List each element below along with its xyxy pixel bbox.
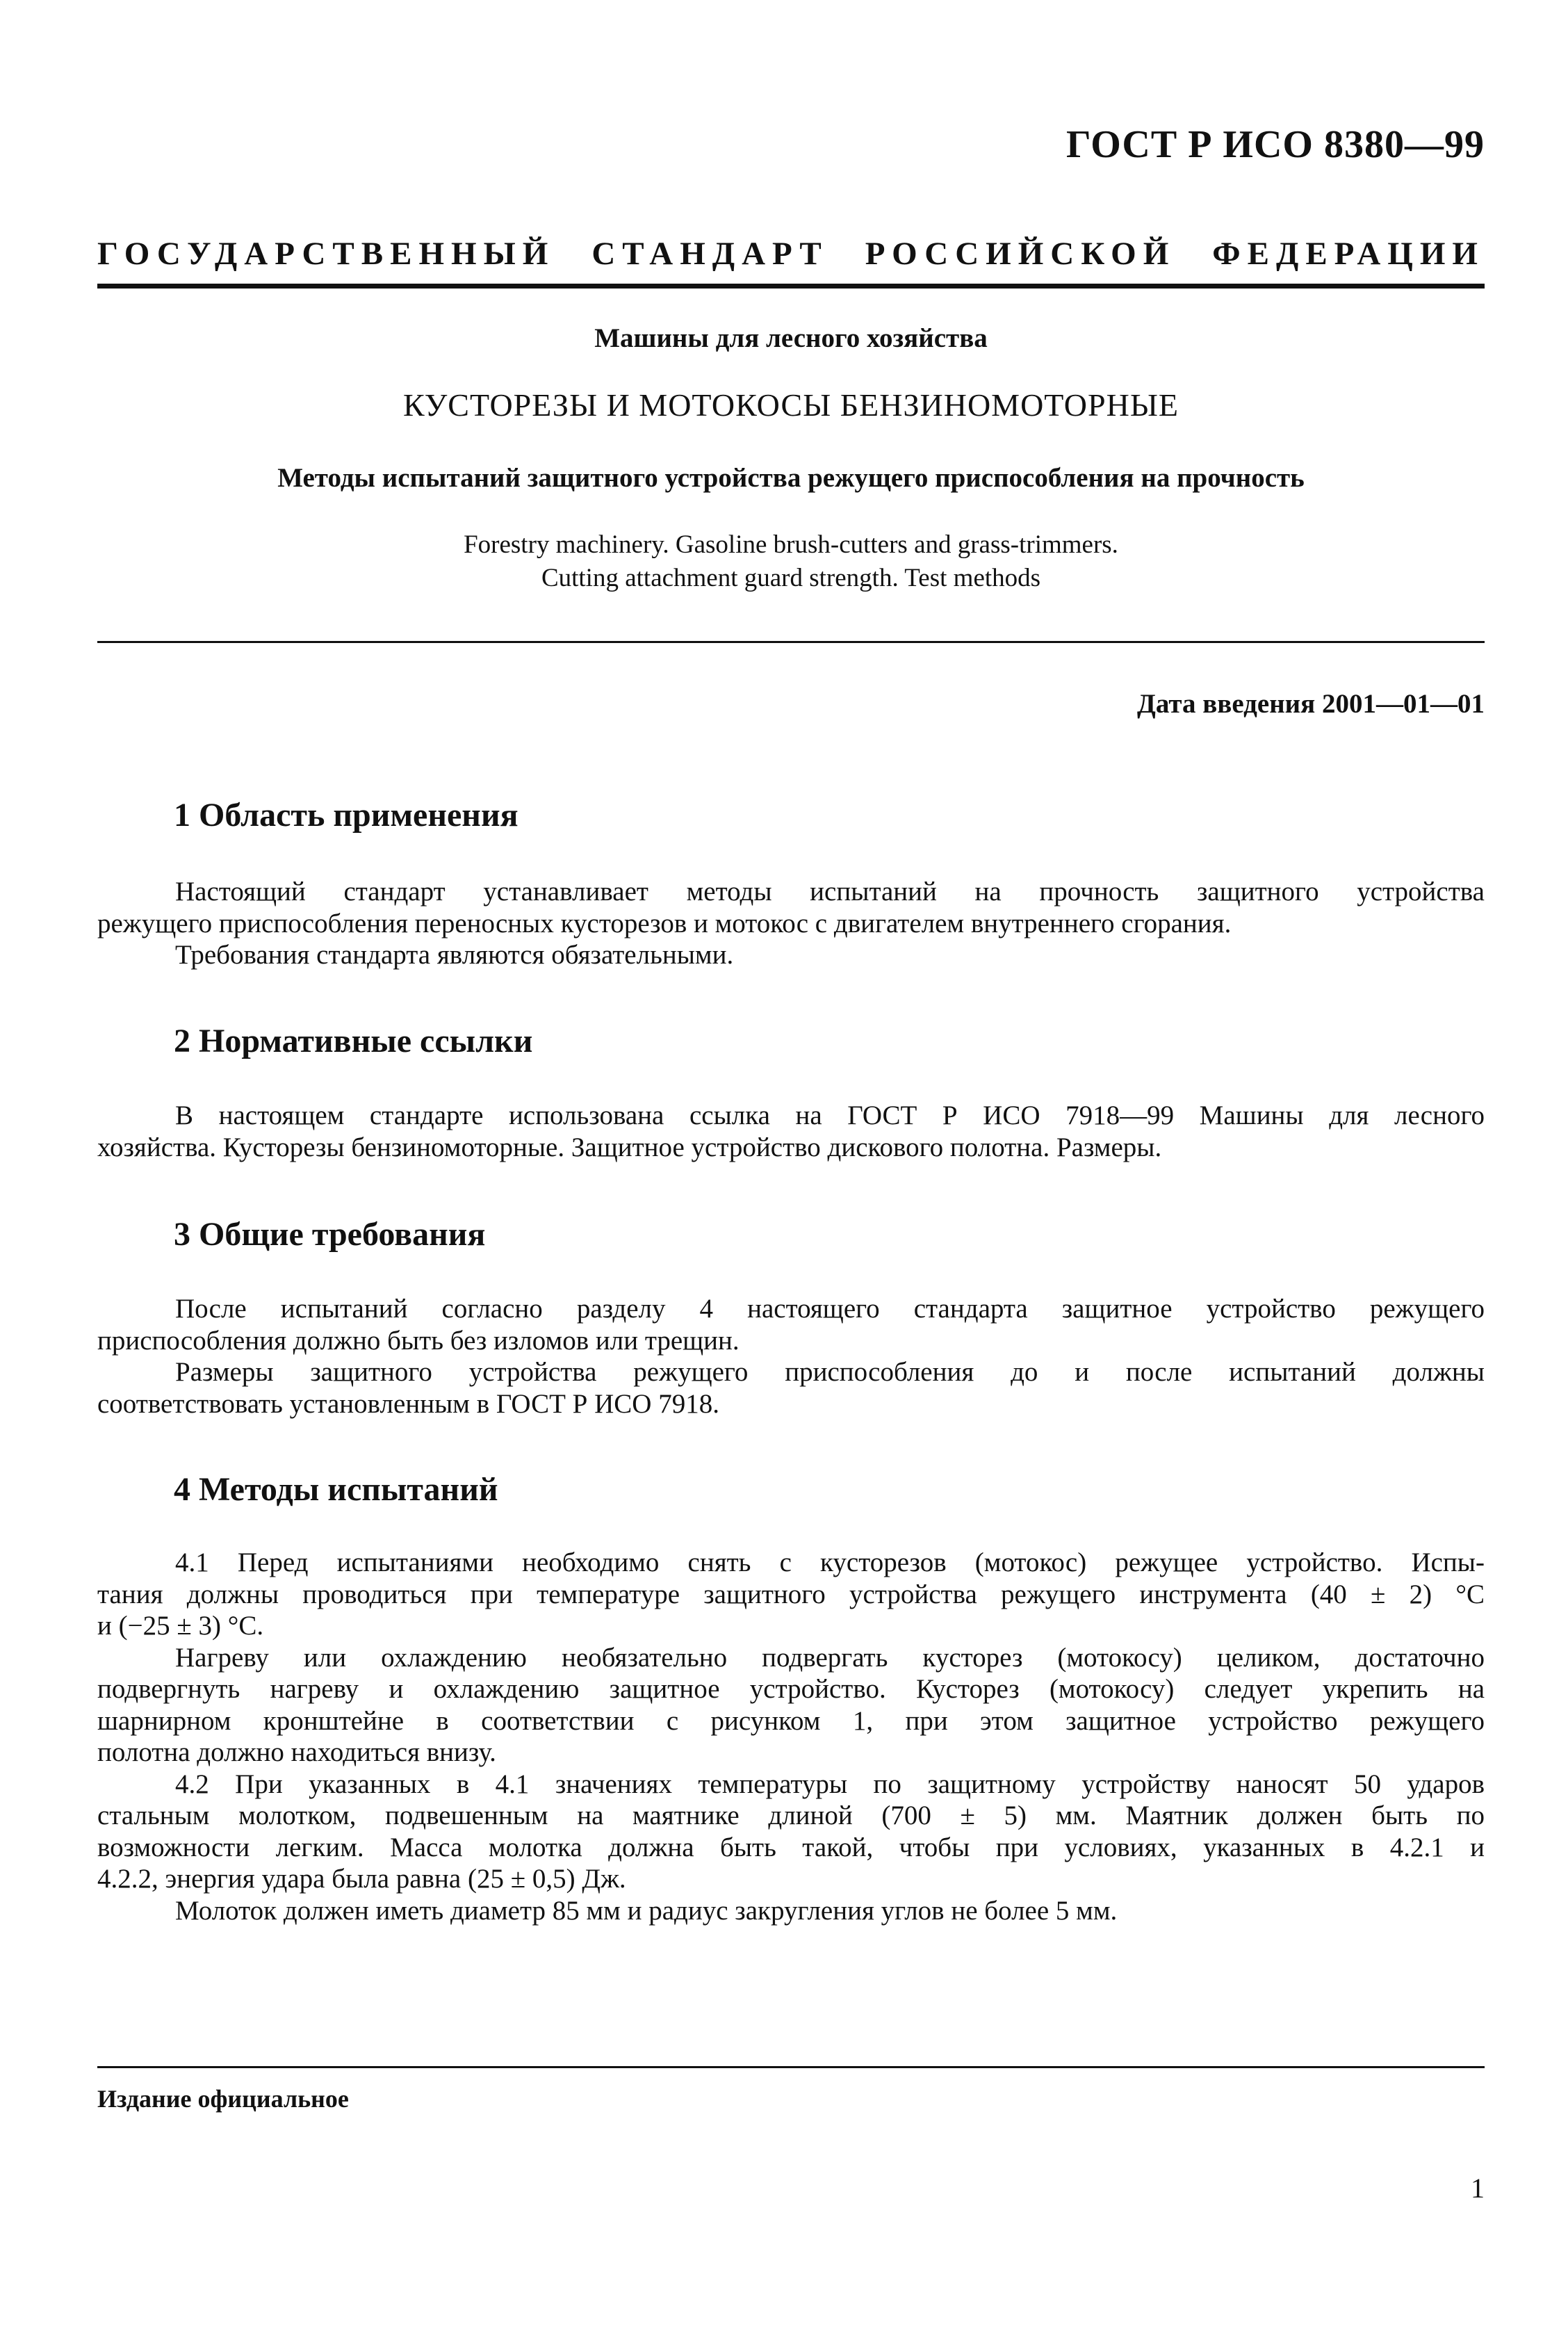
state-standard-title: ГОСУДАРСТВЕННЫЙ СТАНДАРТ РОССИЙСКОЙ ФЕДЕРАЦИИ xyxy=(97,236,1485,272)
header-divider xyxy=(97,284,1485,289)
text-line: полотна должно находиться внизу. xyxy=(97,1737,496,1767)
title-divider xyxy=(97,641,1485,643)
section-body-test-methods xyxy=(97,1547,1485,1926)
edition-label: Издание официальное xyxy=(97,2085,349,2113)
text-line: подвергнуть нагреву и охлаждению защитное устройство. Кусторез (мотокосу) следует укрепить на xyxy=(97,1674,1485,1704)
text-line: тания должны проводиться при температуре защитного устройства режущего инструмента (40 ± 2) °C xyxy=(97,1579,1485,1609)
section-body-requirements xyxy=(97,1293,1485,1420)
text-line: Молоток должен иметь диаметр 85 мм и радиус закругления углов не более 5 мм. xyxy=(175,1895,1118,1926)
text-line: Настоящий стандарт устанавливает методы испытаний на прочность защитного устройства xyxy=(175,877,1485,907)
section-heading-requirements: 3 Общие требования xyxy=(174,1216,486,1253)
text-line: возможности легким. Масса молотка должна быть такой, чтобы при условиях, указанных в 4.2.1 и xyxy=(97,1832,1485,1862)
section-heading-scope: 1 Область применения xyxy=(174,797,518,834)
footer-divider xyxy=(97,2066,1485,2068)
text-line: шарнирном кронштейне в соответствии с рисунком 1, при этом защитное устройство режущего xyxy=(97,1705,1485,1736)
text-line: режущего приспособления переносных кусторезов и мотокос с двигателем внутреннего сгорания. xyxy=(97,908,1232,939)
text-line: Размеры защитного устройства режущего приспособления до и после испытаний должны xyxy=(175,1357,1485,1387)
section-heading-test-methods: 4 Методы испытаний xyxy=(174,1471,498,1508)
text-line: В настоящем стандарте использована ссылка на ГОСТ Р ИСО 7918—99 Машины для лесного xyxy=(175,1100,1485,1130)
document-number: ГОСТ Р ИСО 8380—99 xyxy=(1065,123,1485,166)
text-line: соответствовать установленным в ГОСТ Р ИСО 7918. xyxy=(97,1388,719,1419)
english-title-line: Forestry machinery. Gasoline brush-cutters and grass-trimmers. xyxy=(464,530,1118,559)
text-line: 4.2 При указанных в 4.1 значениях температуры по защитному устройству наносят 50 ударов xyxy=(175,1769,1485,1799)
page-number: 1 xyxy=(1471,2172,1485,2204)
text-line: Нагреву или охлаждению необязательно подвергать кусторез (мотокосу) целиком, достаточно xyxy=(175,1642,1485,1673)
text-line: и (−25 ± 3) °C. xyxy=(97,1611,264,1641)
category-title: Машины для лесного хозяйства xyxy=(594,323,988,353)
text-line: 4.2.2, энергия удара была равна (25 ± 0,5) Дж. xyxy=(97,1864,626,1894)
text-line: Требования стандарта являются обязательными. xyxy=(175,940,734,970)
subtitle: Методы испытаний защитного устройства режущего приспособления на прочность xyxy=(277,463,1305,493)
introduction-date: Дата введения 2001—01—01 xyxy=(1137,689,1485,719)
section-body-scope xyxy=(97,876,1485,971)
text-line: приспособления должно быть без изломов или трещин. xyxy=(97,1325,740,1356)
text-line: После испытаний согласно разделу 4 настоящего стандарта защитное устройство режущего xyxy=(175,1294,1485,1324)
english-title xyxy=(97,528,1485,595)
main-title: КУСТОРЕЗЫ И МОТОКОСЫ БЕНЗИНОМОТОРНЫЕ xyxy=(402,387,1179,423)
english-title-line: Cutting attachment guard strength. Test methods xyxy=(541,564,1041,592)
text-line: 4.1 Перед испытаниями необходимо снять с кусторезов (мотокос) режущее устройство. Испы- xyxy=(175,1547,1485,1577)
section-body-references xyxy=(97,1100,1485,1163)
text-line: стальным молотком, подвешенным на маятнике длиной (700 ± 5) мм. Маятник должен быть по xyxy=(97,1801,1485,1830)
section-heading-references: 2 Нормативные ссылки xyxy=(174,1023,533,1059)
text-line: хозяйства. Кусторезы бензиномоторные. Защитное устройство дискового полотна. Размеры. xyxy=(97,1132,1162,1162)
